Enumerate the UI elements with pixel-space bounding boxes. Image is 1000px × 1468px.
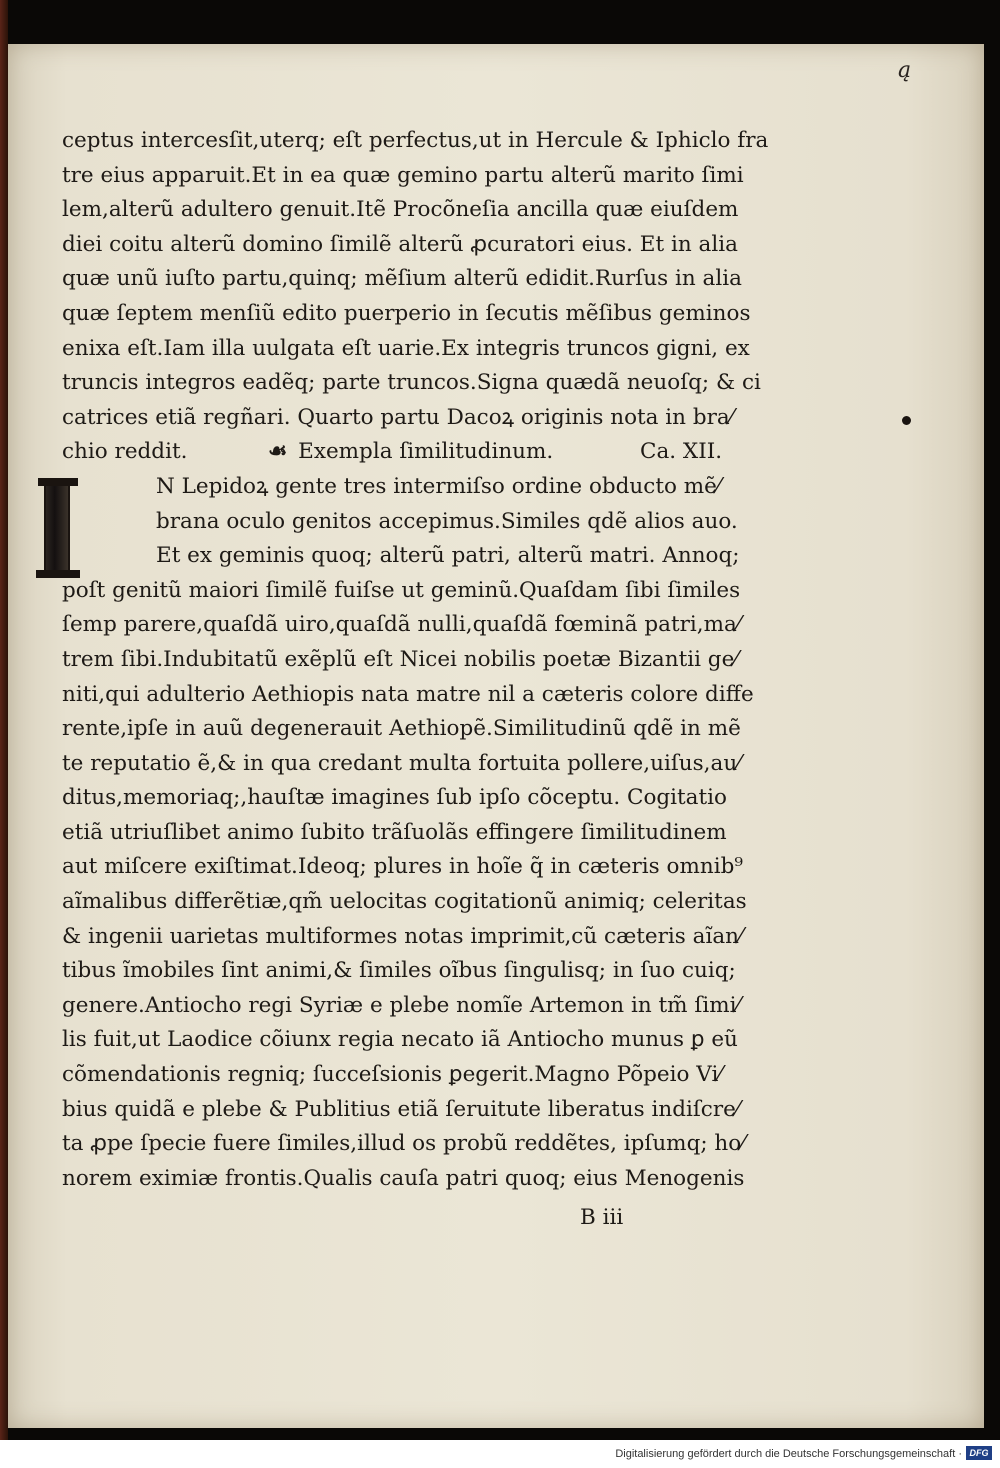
text-line-tail: chio reddit. xyxy=(62,439,188,465)
chapter-title xyxy=(268,435,640,470)
text-line-indented: brana oculo genitos accepimus.Similes qdẽ alios auo. xyxy=(156,508,738,534)
text-line: & ingenii uarietas multiformes notas imprimit,cũ cæteris aĩan⁄ xyxy=(62,923,743,949)
text-line: trem ſibi.Indubitatũ exẽplũ eſt Nicei nobilis poetæ Bizantii ge⁄ xyxy=(62,646,738,672)
text-line: niti,qui adulterio Aethiopis nata matre nil a cæteris colore diffe xyxy=(62,681,754,707)
text-line: quæ unũ iuſto partu,quinq; mẽſium alterũ edidit.Rurſus in alia xyxy=(62,266,742,292)
text-line: rente,ipſe in auũ degenerauit Aethiopẽ.Similitudinũ qdẽ in mẽ xyxy=(62,716,741,742)
text-line: norem eximiæ frontis.Qualis cauſa patri quoq; eius Menogenis xyxy=(62,1165,745,1191)
text-line-indented: N Lepidoꝝ gente tres intermiſso ordine obducto mẽ⁄ xyxy=(156,473,721,499)
chapter-title-text: Exempla ſimilitudinum. xyxy=(298,439,554,465)
folio-mark: ą xyxy=(898,58,912,83)
text-line: aut miſcere exiſtimat.Ideoq; plures in hoĩe q̃ in cæteris omnib⁹ xyxy=(62,854,743,880)
text-line-indented: Et ex geminis quoq; alterũ patri, alterũ matri. Annoq; xyxy=(156,543,740,569)
text-line: quæ ſeptem menſiũ edito puerperio in ſecutis mẽſibus geminos xyxy=(62,300,751,326)
chapter-number: Ca. XII. xyxy=(640,439,723,465)
text-line: te reputatio ẽ,& in qua credant multa fortuita pollere,uiſus,au⁄ xyxy=(62,750,741,776)
text-line: catrices etiã regñari. Quarto partu Dacoꝝ originis nota in bra⁄ xyxy=(62,404,734,430)
text-line: ditus,memoriaq;,hauſtæ imagines ſub ipſo cõceptu. Cogitatio xyxy=(62,785,727,811)
text-line: lem,alterũ adultero genuit.Itẽ Procõneſia ancilla quæ eiuſdem xyxy=(62,197,739,223)
text-line: diei coitu alterũ domino ſimilẽ alterũ ꝓcuratori eius. Et in alia xyxy=(62,231,738,257)
text-line: ta ꝓpe ſpecie fuere ſimiles,illud os probũ reddẽtes, ipſumq; ho⁄ xyxy=(62,1131,745,1157)
text-line: tre eius apparuit.Et in ea quæ gemino partu alterũ marito ſimi xyxy=(62,162,744,188)
dfg-logo-icon: DFG xyxy=(966,1446,992,1460)
text-line: tibus ĩmobiles ſint animi,& ſimiles oĩbus ſingulisq; in ſuo cuiq; xyxy=(62,958,736,984)
text-line: lis fuit,ut Laodice cõiunx regia necato iã Antiocho munus ꝑ eũ xyxy=(62,1027,738,1053)
text-line: ſemp parere,quaſdã uiro,quaſdã nulli,quaſdã fœminã patri,ma⁄ xyxy=(62,612,741,638)
funding-notice: Digitalisierung gefördert durch die Deutsche Forschungsgemeinschaft · xyxy=(615,1448,962,1460)
ink-dot xyxy=(902,416,911,425)
text-block xyxy=(62,124,782,1196)
signature-mark: B iii xyxy=(580,1205,624,1230)
chapter-heading-row xyxy=(62,435,782,470)
binding-edge xyxy=(0,0,8,1440)
text-line: ceptus intercesſit,uterq; eſt perfectus,ut in Hercule & Iphiclo fra xyxy=(62,128,769,153)
text-line: poſt genitũ maiori ſimilẽ fuiſse ut geminũ.Quaſdam ſibi ſimiles xyxy=(62,577,741,603)
text-line: cõmendationis regniq; ſucceſsionis ꝑegerit.Magno Põpeio Vi⁄ xyxy=(62,1062,722,1088)
text-line: genere.Antiocho regi Syriæ e plebe nomĩe Artemon in tm̃ ſimi⁄ xyxy=(62,992,741,1018)
text-line: enixa eſt.Iam illa uulgata eſt uarie.Ex integris truncos gigni, ex xyxy=(62,335,750,361)
pilcrow-icon: ☙ xyxy=(268,439,288,465)
text-line: truncis integros eadẽq; parte truncos.Signa quædã neuoſq; & ci xyxy=(62,370,761,396)
footer-bar xyxy=(0,1440,1000,1468)
text-line: aĩmalibus differẽtiæ,qm̃ uelocitas cogitationũ animiq; celeritas xyxy=(62,889,747,915)
text-line: etiã utriuſlibet animo ſubito trãſuolãs effingere ſimilitudinem xyxy=(62,819,727,845)
text-line: bius quidã e plebe & Publitius etiã ſeruitute liberatus indiſcre⁄ xyxy=(62,1096,740,1122)
